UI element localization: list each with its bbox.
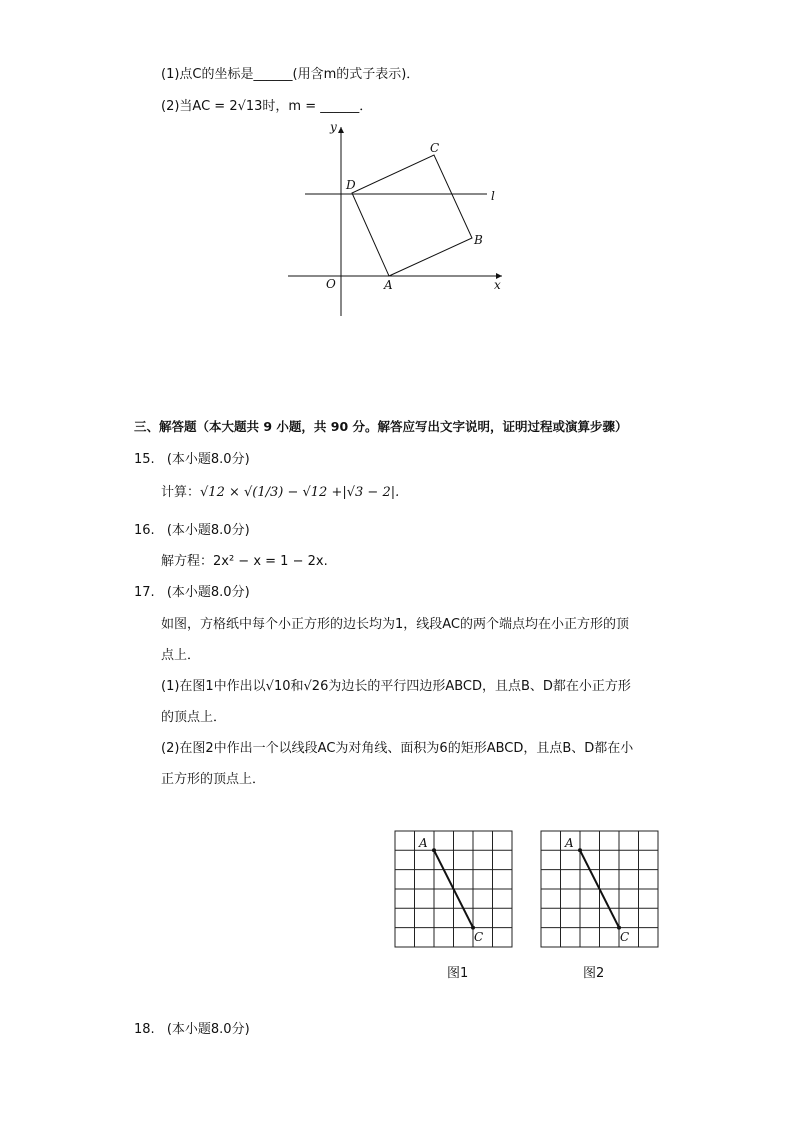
grid1-label-a: A <box>419 836 428 850</box>
q17-header <box>134 584 250 602</box>
label-a: A <box>384 278 393 292</box>
q18-header <box>134 1021 250 1039</box>
label-y: y <box>330 120 337 134</box>
grid-figure-2 <box>540 830 660 950</box>
q18-number: 18. <box>134 1022 155 1037</box>
q18-score: (本小题8.0分) <box>166 1022 250 1037</box>
q16-number: 16. <box>134 523 155 538</box>
grid1-caption: 图1 <box>447 966 469 981</box>
grid2-label-c: C <box>620 930 630 944</box>
q17-line6: 正方形的顶点上． <box>161 772 266 787</box>
q15-expression: √12 × √(1/3) − √12 +|√3 − 2|. <box>200 485 400 500</box>
label-l: l <box>491 189 495 203</box>
q17-line1: 如图，方格纸中每个小正方形的边长均为1，线段AC的两个端点均在小正方形的顶 <box>161 617 630 632</box>
grid2-label-a: A <box>565 836 574 850</box>
q17-score: (本小题8.0分) <box>166 585 250 600</box>
q16-header <box>134 522 250 540</box>
point-c <box>471 926 475 930</box>
q15-prefix: 计算： <box>161 485 201 500</box>
q17-line4: 的顶点上． <box>161 710 227 725</box>
q17-number: 17. <box>134 585 155 600</box>
q14-part1: (1)点C的坐标是______(用含m的式子表示)． <box>161 67 420 82</box>
q14-part2: (2)当AC = 2√13时，m = ______． <box>161 99 373 114</box>
q16-score: (本小题8.0分) <box>166 523 250 538</box>
point-a <box>432 848 436 852</box>
label-b: B <box>474 233 483 247</box>
q15-score: (本小题8.0分) <box>166 452 250 467</box>
coordinate-figure <box>0 0 794 330</box>
grid-figure-1 <box>394 830 514 950</box>
point-c <box>617 926 621 930</box>
square-abcd <box>352 155 472 276</box>
label-d: D <box>346 178 356 192</box>
q15-number: 15. <box>134 452 155 467</box>
section-heading: 三、解答题（本大题共 9 小题，共 90 分。解答应写出文字说明，证明过程或演算步骤） <box>134 419 628 434</box>
label-x: x <box>494 278 501 292</box>
point-a <box>578 848 582 852</box>
q17-line5: (2)在图2中作出一个以线段AC为对角线、面积为6的矩形ABCD，且点B、D都在小 <box>161 741 634 756</box>
q15-header <box>134 451 250 469</box>
q15-body <box>161 484 399 502</box>
label-c: C <box>430 141 440 155</box>
label-o: O <box>326 277 336 291</box>
grid1-label-c: C <box>474 930 484 944</box>
q16-body: 解方程：2x² − x = 1 − 2x. <box>161 554 328 569</box>
q17-line3: (1)在图1中作出以√10和√26为边长的平行四边形ABCD，且点B、D都在小正方形 <box>161 679 631 694</box>
grid2-caption: 图2 <box>583 966 605 981</box>
q17-line2: 点上． <box>161 648 201 663</box>
